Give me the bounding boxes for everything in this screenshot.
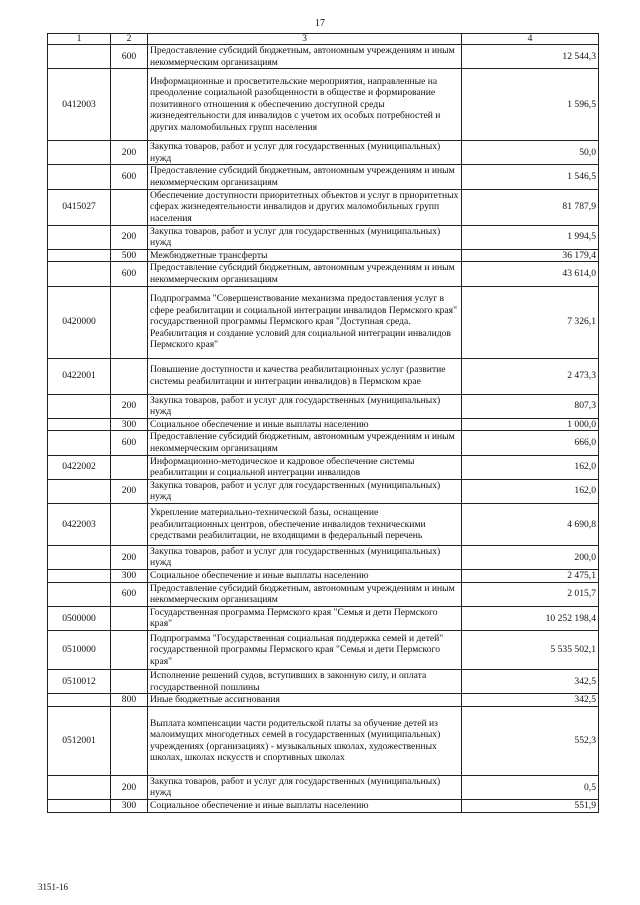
row-expense-type: 300 — [111, 418, 148, 431]
table-row — [48, 479, 599, 503]
row-expense-type: 800 — [111, 694, 148, 707]
row-description: Укрепление материально-технической базы, оснащение реабилитационных центров, обеспечение инвалидов техническими средствами реабилитации, не входящими в федеральный перечень — [148, 503, 462, 545]
document-number: 3151-16 — [38, 882, 68, 892]
row-amount: 43 614,0 — [462, 262, 599, 286]
row-amount: 1 546,5 — [462, 165, 599, 189]
row-expense-type — [111, 69, 148, 141]
row-description: Закупка товаров, работ и услуг для государственных (муниципальных) нужд — [148, 394, 462, 418]
table-row — [48, 45, 599, 69]
row-expense-type: 200 — [111, 545, 148, 569]
table-row — [48, 286, 599, 358]
row-description: Предоставление субсидий бюджетным, автономным учреждениям и иным некоммерческим организациям — [148, 431, 462, 455]
row-amount: 5 535 502,1 — [462, 631, 599, 670]
table-row — [48, 455, 599, 479]
row-expense-type: 200 — [111, 775, 148, 799]
table-row — [48, 775, 599, 799]
row-description: Обеспечение доступности приоритетных объектов и услуг в приоритетных сферах жизнедеятельности инвалидов и других маломобильных групп населения — [148, 189, 462, 225]
table-row — [48, 545, 599, 569]
row-amount: 7 326,1 — [462, 286, 599, 358]
table-row — [48, 418, 599, 431]
header-col-3: 3 — [148, 34, 462, 45]
header-col-2: 2 — [111, 34, 148, 45]
row-amount: 552,3 — [462, 706, 599, 775]
row-expense-type: 200 — [111, 479, 148, 503]
header-col-4: 4 — [462, 34, 599, 45]
table-row — [48, 225, 599, 249]
table-row — [48, 694, 599, 707]
row-description: Повышение доступности и качества реабилитационных услуг (развитие системы реабилитации и интеграции инвалидов) в Пермском крае — [148, 358, 462, 394]
row-code — [48, 545, 111, 569]
table-row — [48, 800, 599, 813]
row-description: Социальное обеспечение и иные выплаты населению — [148, 800, 462, 813]
row-code — [48, 431, 111, 455]
row-amount: 2 015,7 — [462, 582, 599, 606]
table-row — [48, 706, 599, 775]
row-amount: 551,9 — [462, 800, 599, 813]
table-row — [48, 358, 599, 394]
row-description: Выплата компенсации части родительской платы за обучение детей из малоимущих многодетных семей в государственных (муниципальных) учреждениях (организациях) - музыкальных школах, художественных школах, школах искусств и спортивных школах — [148, 706, 462, 775]
budget-table — [47, 33, 599, 813]
row-expense-type: 300 — [111, 800, 148, 813]
table-row — [48, 606, 599, 630]
row-amount: 1 994,5 — [462, 225, 599, 249]
row-expense-type: 200 — [111, 394, 148, 418]
row-code — [48, 225, 111, 249]
row-expense-type: 600 — [111, 165, 148, 189]
row-expense-type — [111, 189, 148, 225]
row-code — [48, 45, 111, 69]
row-expense-type — [111, 455, 148, 479]
row-amount: 2 475,1 — [462, 570, 599, 583]
table-row — [48, 262, 599, 286]
table-row — [48, 631, 599, 670]
table-row — [48, 670, 599, 694]
row-amount: 1 596,5 — [462, 69, 599, 141]
row-code: 0510012 — [48, 670, 111, 694]
row-amount: 162,0 — [462, 479, 599, 503]
row-code: 0422001 — [48, 358, 111, 394]
row-description: Закупка товаров, работ и услуг для государственных (муниципальных) нужд — [148, 141, 462, 165]
row-expense-type — [111, 503, 148, 545]
row-description: Подпрограмма "Государственная социальная поддержка семей и детей" государственной программы Пермского края "Семья и дети Пермского края" — [148, 631, 462, 670]
row-code — [48, 582, 111, 606]
row-description: Предоставление субсидий бюджетным, автономным учреждениям и иным некоммерческим организациям — [148, 45, 462, 69]
table-row — [48, 141, 599, 165]
row-code — [48, 394, 111, 418]
row-amount: 807,3 — [462, 394, 599, 418]
table-row — [48, 503, 599, 545]
row-description: Закупка товаров, работ и услуг для государственных (муниципальных) нужд — [148, 225, 462, 249]
row-description: Информационно-методическое и кадровое обеспечение системы реабилитации и социальной интеграции инвалидов — [148, 455, 462, 479]
row-code — [48, 570, 111, 583]
header-col-1: 1 — [48, 34, 111, 45]
row-expense-type — [111, 670, 148, 694]
row-expense-type: 600 — [111, 582, 148, 606]
row-code: 0512001 — [48, 706, 111, 775]
row-amount: 342,5 — [462, 670, 599, 694]
row-amount: 666,0 — [462, 431, 599, 455]
row-amount: 162,0 — [462, 455, 599, 479]
table-row — [48, 394, 599, 418]
row-amount: 4 690,8 — [462, 503, 599, 545]
row-expense-type — [111, 606, 148, 630]
row-amount: 200,0 — [462, 545, 599, 569]
row-description: Закупка товаров, работ и услуг для государственных (муниципальных) нужд — [148, 775, 462, 799]
row-description: Межбюджетные трансферты — [148, 249, 462, 262]
row-code — [48, 479, 111, 503]
table-row — [48, 431, 599, 455]
row-amount: 81 787,9 — [462, 189, 599, 225]
table-row — [48, 249, 599, 262]
table-row — [48, 570, 599, 583]
row-code: 0422003 — [48, 503, 111, 545]
row-amount: 12 544,3 — [462, 45, 599, 69]
row-code: 0412003 — [48, 69, 111, 141]
row-amount: 50,0 — [462, 141, 599, 165]
row-amount: 36 179,4 — [462, 249, 599, 262]
row-amount: 2 473,3 — [462, 358, 599, 394]
table-row — [48, 165, 599, 189]
row-expense-type: 200 — [111, 225, 148, 249]
row-description: Предоставление субсидий бюджетным, автономным учреждениям и иным некоммерческим организациям — [148, 582, 462, 606]
row-code — [48, 418, 111, 431]
row-description: Государственная программа Пермского края "Семья и дети Пермского края" — [148, 606, 462, 630]
row-description: Исполнение решений судов, вступивших в законную силу, и оплата государственной пошлины — [148, 670, 462, 694]
row-expense-type — [111, 706, 148, 775]
row-expense-type — [111, 286, 148, 358]
row-code: 0500000 — [48, 606, 111, 630]
table-header-row — [48, 34, 599, 45]
row-expense-type — [111, 358, 148, 394]
row-code — [48, 775, 111, 799]
row-code: 0415027 — [48, 189, 111, 225]
row-code: 0422002 — [48, 455, 111, 479]
row-description: Подпрограмма "Совершенствование механизма предоставления услуг в сфере реабилитации и социальной интеграции инвалидов Пермского края" государственной программы Пермского края "Доступная среда. Реабилитация и создание условий для социальной интеграции инвалидов Пермского края" — [148, 286, 462, 358]
row-expense-type: 600 — [111, 45, 148, 69]
row-expense-type: 300 — [111, 570, 148, 583]
row-code — [48, 262, 111, 286]
row-code — [48, 249, 111, 262]
page-number: 17 — [315, 18, 325, 29]
row-expense-type: 600 — [111, 431, 148, 455]
row-code — [48, 141, 111, 165]
row-code — [48, 694, 111, 707]
row-description: Закупка товаров, работ и услуг для государственных (муниципальных) нужд — [148, 479, 462, 503]
row-amount: 342,5 — [462, 694, 599, 707]
row-description: Социальное обеспечение и иные выплаты населению — [148, 418, 462, 431]
table-row — [48, 69, 599, 141]
row-code — [48, 800, 111, 813]
row-code — [48, 165, 111, 189]
row-description: Предоставление субсидий бюджетным, автономным учреждениям и иным некоммерческим организациям — [148, 262, 462, 286]
row-amount: 0,5 — [462, 775, 599, 799]
row-description: Закупка товаров, работ и услуг для государственных (муниципальных) нужд — [148, 545, 462, 569]
table-row — [48, 189, 599, 225]
table-body — [48, 45, 599, 813]
row-expense-type: 200 — [111, 141, 148, 165]
row-description: Информационные и просветительские мероприятия, направленные на преодоление социальной разобщенности в обществе и формирование позитивного отношения к обеспечению доступной среды жизнедеятельности для инвалидов с учетом их особых потребностей и других маломобильных групп населения — [148, 69, 462, 141]
row-code: 0510000 — [48, 631, 111, 670]
row-description: Предоставление субсидий бюджетным, автономным учреждениям и иным некоммерческим организациям — [148, 165, 462, 189]
row-amount: 1 000,0 — [462, 418, 599, 431]
row-amount: 10 252 198,4 — [462, 606, 599, 630]
row-description: Социальное обеспечение и иные выплаты населению — [148, 570, 462, 583]
row-description: Иные бюджетные ассигнования — [148, 694, 462, 707]
row-expense-type: 600 — [111, 262, 148, 286]
table-row — [48, 582, 599, 606]
row-code: 0420000 — [48, 286, 111, 358]
row-expense-type: 500 — [111, 249, 148, 262]
row-expense-type — [111, 631, 148, 670]
